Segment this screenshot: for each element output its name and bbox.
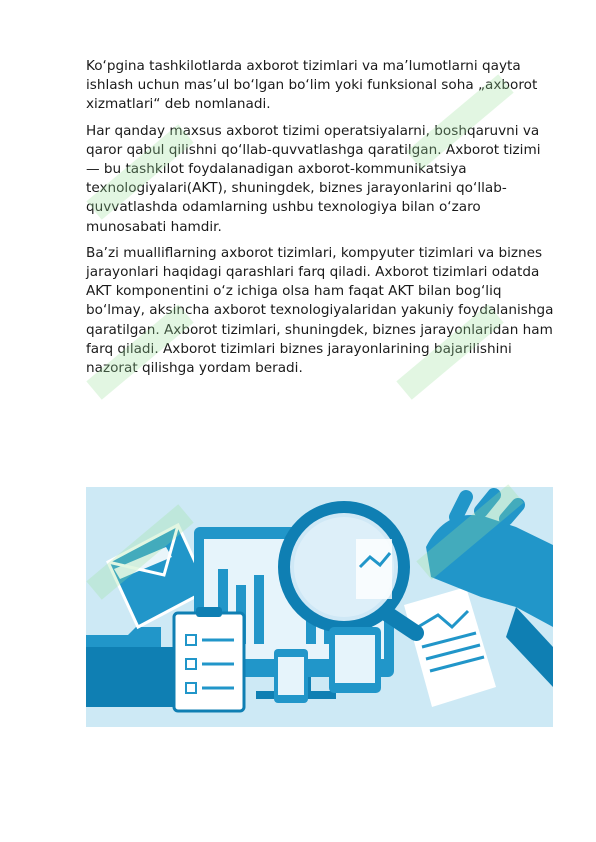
smartphone-icon [274,649,308,703]
folder-icon [86,627,186,707]
clipboard-checklist-icon [174,607,244,711]
paragraph-3: Ba’zi mualliflarning axborot tizimlari, kompyuter tizimlari va biznes jarayonlari haqidagi qarashlari farq qiladi. Axborot tizimlari odatda AKT komponentini o‘z ichiga olsa ham faqat AKT bilan bog‘liq bo‘lmay, aksincha axborot texnologiyalaridan yakuniy foydalanishga qaratilgan. Axborot tizimlari, shuningdek, biznes jarayonlaridan ham farq qiladi. Axborot tizimlari biznes jarayonlarining bajarilishini nazorat qilishga yordam beradi. [86,244,554,377]
document-chart-icon [404,587,496,707]
illustration-svg [86,487,553,727]
magnifier-icon [284,507,416,633]
paragraph-1: Ko‘pgina tashkilotlarda axborot tizimlari va ma’lumotlarni qayta ishlash uchun mas’ul bo‘lgan bo‘lim yoki funksional soha „axborot xizmatlari“ deb nomlanadi. [86,58,538,113]
body-text [86,57,556,385]
paragraph-2: Har qanday maxsus axborot tizimi operatsiyalarni, boshqaruvni va qaror qabul qilishni qo‘llab-quvvatlashga qaratilgan. Axborot tizimi — bu tashkilot foydalanadigan axborot-kommunikatsiya texnologiyalari(AKT), shuningdek, biznes jarayonlarini qo‘llab-quvvatlashda odamlarning ushbu texnologiya bilan o‘zaro munosabati hamdir. [86,122,541,235]
information-systems-illustration [86,487,553,727]
tablet-icon [329,627,381,693]
